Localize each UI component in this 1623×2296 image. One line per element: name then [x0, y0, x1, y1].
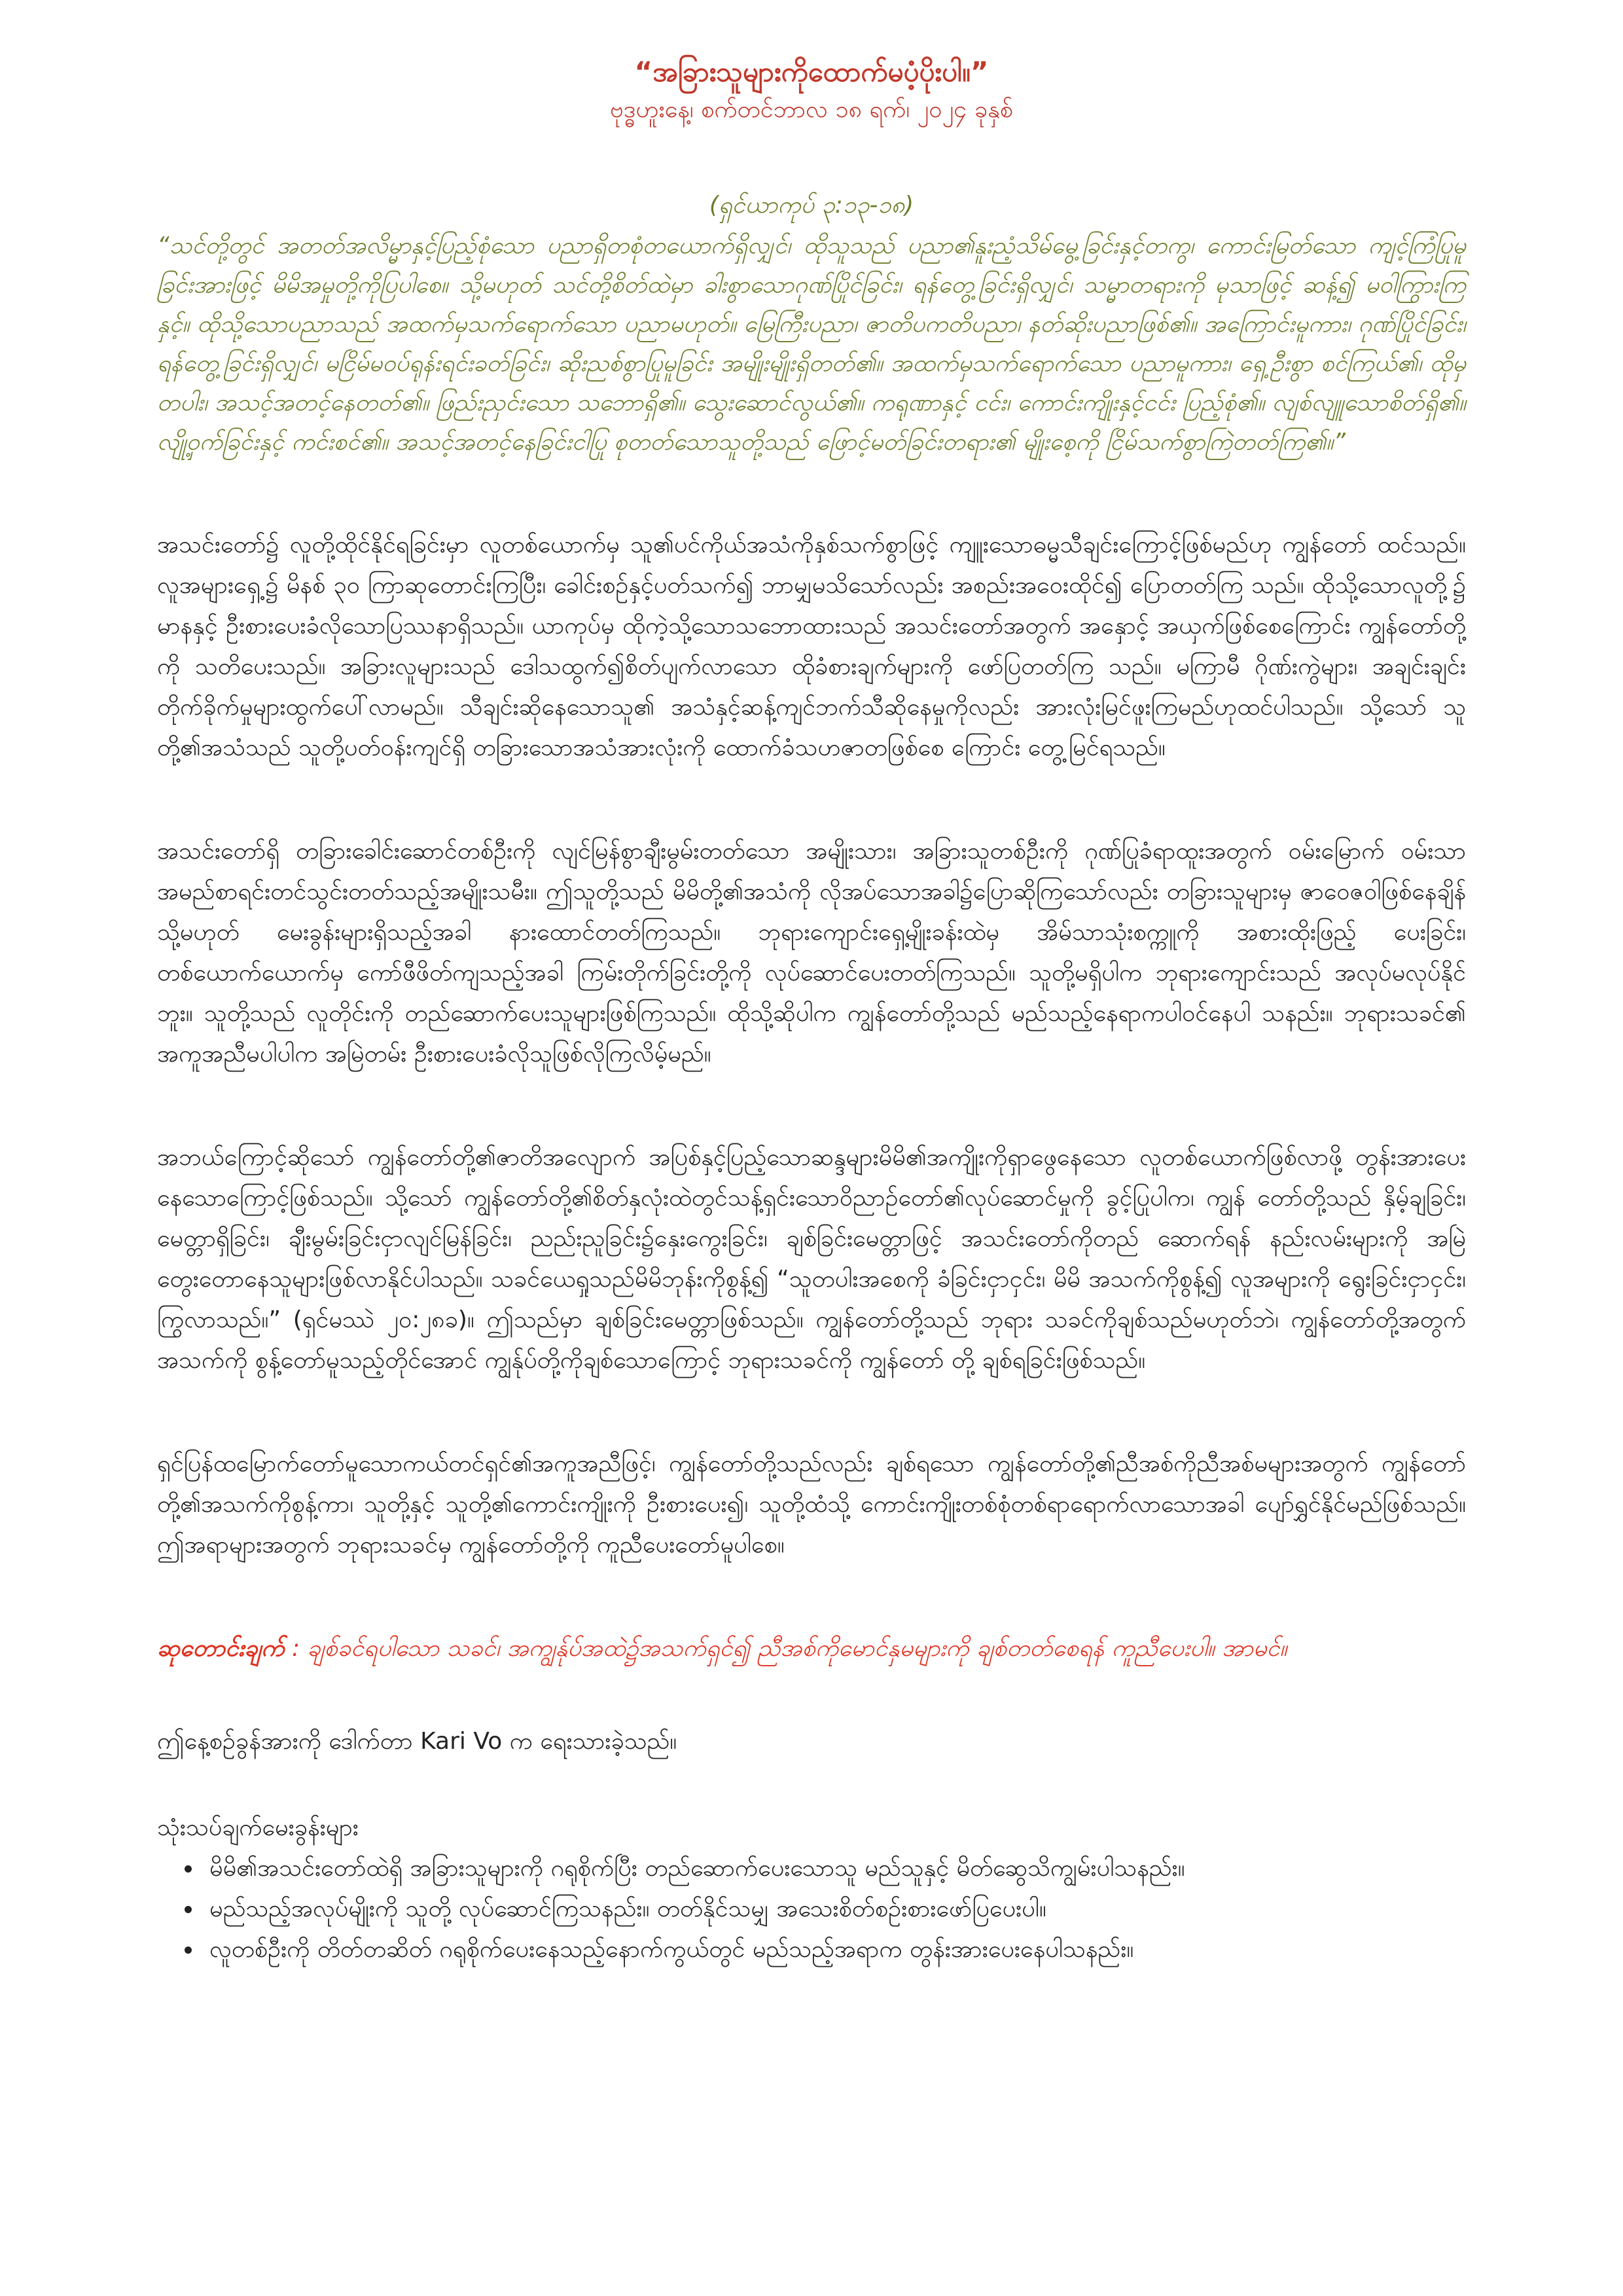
author-credit: ဤနေ့စဉ်ခွန်အားကို ဒေါက်တာ Kari Vo က ရေးသားခဲ့သည်။	[157, 1728, 677, 1755]
page-date: ဗုဒ္ဓဟူးနေ့၊ စက်တင်ဘာလ ၁၈ ရက်၊ ၂၀၂၄ ခုနှစ်	[610, 96, 1013, 123]
body-paragraph-1: အသင်းတော်၌ လူတို့ထိုင်နိုင်ရခြင်းမှာ လူတစ်ယောက်မှ သူ၏ပင်ကိုယ်အသံကိုနှစ်သက်စွာဖြင့် ကျူးသောဓမ္မသီချင်းကြောင့်ဖြစ်မည်ဟု ကျွန်တော် ထင်သည်။ လူအများရှေ့၌ မိနစ် ၃၀ ကြာဆုတောင်းကြပြီး၊ ခေါင်းစဉ်နှင့်ပတ်သက်၍ ဘာမျှမသိသော်လည်း အစည်းအဝေးထိုင်၍ ပြောတတ်ကြ သည်။ ထိုသို့သောလူတို့၌ မာနနှင့် ဦးစားပေးခံလိုသောပြဿနာရှိသည်။ ယာကုပ်မှ ထိုကဲ့သို့သောသဘောထားသည် အသင်းတော်အတွက် အနှောင့် အယှက်ဖြစ်စေကြောင်း ကျွန်တော်တို့ကို သတိပေးသည်။ အခြားလူများသည် ဒေါသထွက်၍စိတ်ပျက်လာသော ထိုခံစားချက်များကို ဖော်ပြတတ်ကြ သည်။ မကြာမီ ဂိုဏ်းကွဲများ၊ အချင်းချင်းတိုက်ခိုက်မှုများထွက်ပေါ်လာမည်။ သီချင်းဆိုနေသောသူ၏ အသံနှင့်ဆန့်ကျင်ဘက်သီဆိုနေမှုကိုလည်း အားလုံးမြင်ဖူးကြမည်ဟုထင်ပါသည်။ သို့သော် သူတို့၏အသံသည် သူတို့ပတ်ဝန်းကျင်ရှိ တခြားသောအသံအားလုံးကို ထောက်ခံသဟဇာတဖြစ်စေ ကြောင်း တွေ့မြင်ရသည်။	[157, 531, 1466, 761]
body-paragraph-3: အဘယ်ကြောင့်ဆိုသော် ကျွန်တော်တို့၏ဇာတိအလျောက် အပြစ်နှင့်ပြည့်သောဆန္ဒများမိမိ၏အကျိုးကိုရှာဖွေနေသော လူတစ်ယောက်ဖြစ်လာဖို့ တွန်းအားပေးနေသောကြောင့်ဖြစ်သည်။ သို့သော် ကျွန်တော်တို့၏စိတ်နှလုံးထဲတွင်သန့်ရှင်းသောဝိညာဉ်တော်၏လုပ်ဆောင်မှုကို ခွင့်ပြုပါက၊ ကျွန် တော်တို့သည် နှိမ့်ချခြင်း၊ မေတ္တာရှိခြင်း၊ ချီးမွမ်းခြင်းငှာလျင်မြန်ခြင်း၊ ညည်းညူခြင်း၌နှေးကွေးခြင်း၊ ချစ်ခြင်းမေတ္တာဖြင့် အသင်းတော်ကိုတည် ဆောက်ရန် နည်းလမ်းများကို အမြဲတွေးတောနေသူများဖြစ်လာနိုင်ပါသည်။ သခင်ယေရှုသည်မိမိဘုန်းကိုစွန့်၍ “သူတပါးအစေကို ခံခြင်းငှာငှင်း၊ မိမိ အသက်ကိုစွန့်၍ လူအများကို ရွေးခြင်းငှာငှင်း၊ ကြွလာသည်။” (ရှင်မဿဲ ၂၀:၂၈ခ)။ ဤသည်မှာ ချစ်ခြင်းမေတ္တာဖြစ်သည်။ ကျွန်တော်တို့သည် ဘုရား သခင်ကိုချစ်သည်မဟုတ်ဘဲ၊ ကျွန်တော်တို့အတွက်အသက်ကို စွန့်တော်မူသည့်တိုင်အောင် ကျွန်ုပ်တို့ကိုချစ်သောကြောင့် ဘုရားသခင်ကို ကျွန်တော် တို့ ချစ်ရခြင်းဖြစ်သည်။	[157, 1144, 1467, 1374]
prayer-text: : ချစ်ခင်ရပါသော သခင်၊ အကျွန်ုပ်အထဲ၌အသက်ရှင်၍ ညီအစ်ကိုမောင်နှမများကို ချစ်တတ်စေရန် ကူညီပေးပါ။ အာမင်။	[291, 1635, 1287, 1662]
prayer-label: ဆုတောင်းချက်	[157, 1635, 285, 1662]
body-paragraph-4: ရှင်ပြန်ထမြောက်တော်မူသောကယ်တင်ရှင်၏အကူအညီဖြင့်၊ ကျွန်တော်တို့သည်လည်း ချစ်ရသော ကျွန်တော်တို့၏ညီအစ်ကိုညီအစ်မများအတွက် ကျွန်တော်တို့၏အသက်ကိုစွန့်ကာ၊ သူတို့နှင့် သူတို့၏ကောင်းကျိုးကို ဦးစားပေး၍၊ သူတို့ထံသို့ ကောင်းကျိုးတစ်စုံတစ်ရာရောက်လာသောအခါ ပျော်ရွှင်နိုင်မည်ဖြစ်သည်။ ဤအရာများအတွက် ဘုရားသခင်မှ ကျွန်တော်တို့ကို ကူညီပေးတော်မူပါစေ။	[157, 1450, 1466, 1558]
scripture-quote: “သင်တို့တွင် အတတ်အလိမ္မာနှင့်ပြည့်စုံသော ပညာရှိတစုံတယောက်ရှိလျှင်၊ ထိုသူသည် ပညာ၏နူးညံ့သိမ်မွေ့ခြင်းနှင့်တကွ၊ ကောင်းမြတ်သော ကျင့်ကြံပြုမူခြင်းအားဖြင့် မိမိအမှုတို့ကိုပြပါစေ။ သို့မဟုတ် သင်တို့စိတ်ထဲမှာ ခါးစွာသောဂုဏ်ပြိုင်ခြင်း၊ ရန်တွေ့ခြင်းရှိလျှင်၊ သမ္မာတရားကို မုသာဖြင့် ဆန့်၍ မဝါကြွားကြနှင့်။ ထိုသို့သောပညာသည် အထက်မှသက်ရောက်သော ပညာမဟုတ်။ မြေကြီးပညာ၊ ဇာတိပကတိပညာ၊ နတ်ဆိုးပညာဖြစ်၏။ အကြောင်းမူကား၊ ဂုဏ်ပြိုင်ခြင်း၊ ရန်တွေ့ခြင်းရှိလျှင်၊ မငြိမ်မဝပ်ရုန်းရင်းခတ်ခြင်း၊ ဆိုးညစ်စွာပြုမူခြင်း အမျိုးမျိုးရှိတတ်၏။ အထက်မှသက်ရောက်သော ပညာမူကား၊ ရှေ့ဦးစွာ စင်ကြယ်၏၊ ထိုမှတပါး၊ အသင့်အတင့်နေတတ်၏။ ဖြည်းညှင်းသော သဘောရှိ၏။ သွေးဆောင်လွယ်၏။ ကရုဏာနှင့် ငင်း၊ ကောင်းကျိုးနှင့်ငင်း ပြည့်စုံ၏။ လျစ်လျူသောစိတ်ရှိ၏။ လျို့ဝှက်ခြင်းနှင့် ကင်းစင်၏။ အသင့်အတင့်နေခြင်းငါပြု စုတတ်သောသူတို့သည် ဖြောင့်မတ်ခြင်းတရား၏ မျိုးစေ့ကို ငြိမ်သက်စွာကြဲတတ်ကြ၏။”	[157, 232, 1466, 456]
question-item: • မိမိ၏အသင်းတော်ထဲရှိ အခြားသူများကို ဂရုစိုက်ပြီး တည်ဆောက်ပေးသောသူ မည်သူနှင့် မိတ်ဆွေသိကျွမ်းပါသနည်း။	[203, 1848, 1466, 1889]
questions-heading: သုံးသပ်ချက်မေးခွန်းများ	[157, 1814, 359, 1841]
question-item: • မည်သည့်အလုပ်မျိုးကို သူတို့ လုပ်ဆောင်ကြသနည်း။ တတ်နိုင်သမျှ အသေးစိတ်စဉ်းစားဖော်ပြပေးပါ။	[203, 1889, 1466, 1929]
scripture-reference: (ရှင်ယာကုပ် ၃:၁၃-၁၈)	[709, 192, 914, 219]
prayer	[157, 1628, 1466, 1669]
question-item: • လူတစ်ဦးကို တိတ်တဆိတ် ဂရုစိုက်ပေးနေသည့်နောက်ကွယ်တွင် မည်သည့်အရာက တွန်းအားပေးနေပါသနည်း။	[203, 1929, 1466, 1970]
page-title: “အခြားသူများကိုထောက်မပံ့ပိုးပါ။”	[634, 56, 989, 88]
questions-list	[157, 1848, 1466, 1970]
body-paragraph-2: အသင်းတော်ရှိ တခြားခေါင်းဆောင်တစ်ဦးကို လျင်မြန်စွာချီးမွမ်းတတ်သော အမျိုးသား၊ အခြားသူတစ်ဦးကို ဂုဏ်ပြုခံရာထူးအတွက် ဝမ်းမြောက် ဝမ်းသာ အမည်စာရင်းတင်သွင်းတတ်သည့်အမျိုးသမီး။ ဤသူတို့သည် မိမိတို့၏အသံကို လိုအပ်သောအခါ၌ပြောဆိုကြသော်လည်း တခြားသူများမှ ဇာဝေဇဝါဖြစ်နေချိန် သို့မဟုတ် မေးခွန်းများရှိသည့်အခါ နားထောင်တတ်ကြသည်။ ဘုရားကျောင်းရှေ့မျိုးခန်းထဲမှ အိမ်သာသုံးစက္ကူကို အစားထိုးဖြည့် ပေးခြင်း၊ တစ်ယောက်ယောက်မှ ကော်ဖီဖိတ်ကျသည့်အခါ ကြမ်းတိုက်ခြင်းတို့ကို လုပ်ဆောင်ပေးတတ်ကြသည်။ သူတို့မရှိပါက ဘုရားကျောင်းသည် အလုပ်မလုပ်နိုင်ဘူး။ သူတို့သည် လူတိုင်းကို တည်ဆောက်ပေးသူများဖြစ်ကြသည်။ ထိုသို့ဆိုပါက ကျွန်တော်တို့သည် မည်သည့်နေရာကပါဝင်နေပါ သနည်း။ ဘုရားသခင်၏ အကူအညီမပါပါက အမြဲတမ်း ဦးစားပေးခံလိုသူဖြစ်လိုကြလိမ့်မည်။	[157, 838, 1466, 1067]
